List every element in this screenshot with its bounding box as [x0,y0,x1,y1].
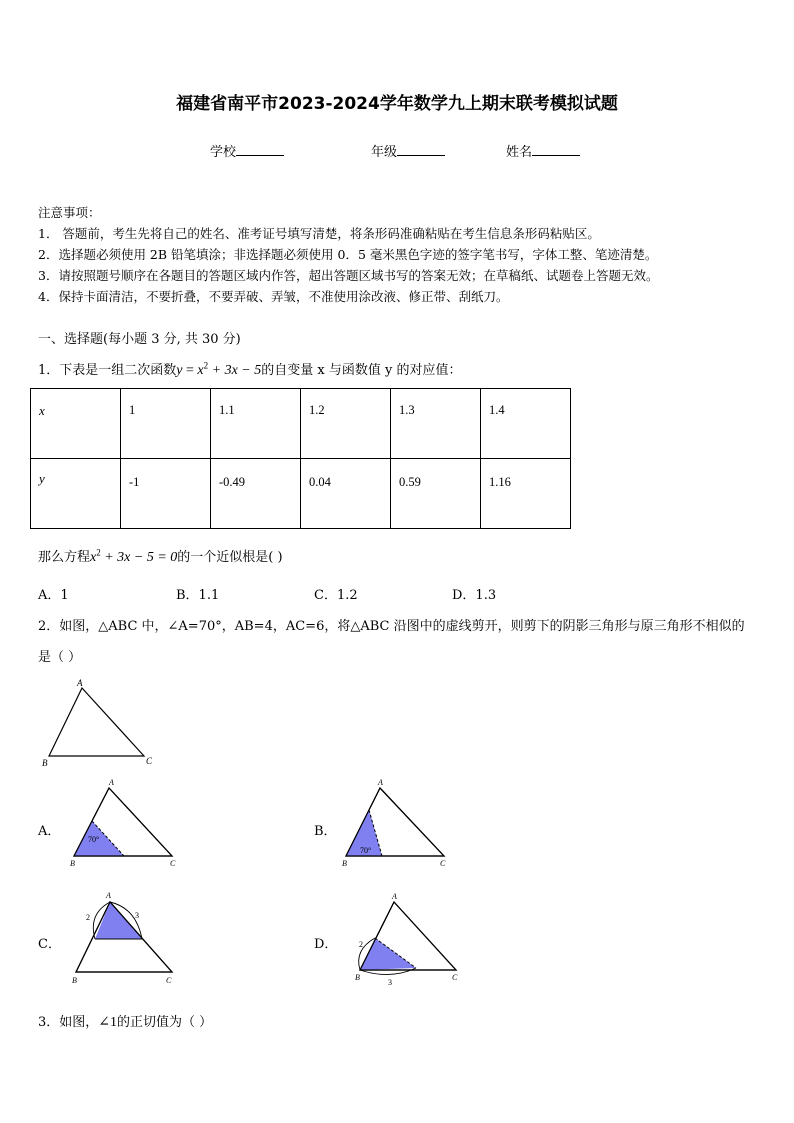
q1-followup [38,546,283,566]
grade-blank [397,143,445,156]
angle-label: 70° [360,846,372,855]
table-cell: 1.3 [391,389,481,459]
q1-func-exp: 2 [203,360,209,371]
q1-function [176,360,262,378]
q2-option-d[interactable]: D． [314,937,338,952]
q2-stem-line1: 2．如图，△ABC 中，∠A=70°，AB=4，AC=6，将△ABC 沿图中的虚线剪开，则剪下的阴影三角形与原三角形不相似的 [38,619,745,634]
note-item-3: 3．请按照题号顺序在各题目的答题区域内作答，超出答题区域书写的答案无效；在草稿纸、试题卷上答题无效。 [38,268,659,283]
table-cell: 0.59 [391,459,481,529]
label-b: B [72,976,77,985]
table-cell: 0.04 [301,459,391,529]
q1-eq-exp: 2 [96,547,101,558]
q1-option-b[interactable]: B．1.1 [176,588,220,603]
label-a: A [392,892,397,901]
page-title: 福建省南平市2023-2024学年数学九上期末联考模拟试题 [176,94,618,114]
q1-func-x: x [197,363,204,378]
q1-prefix: 1．下表是一组二次函数 [38,363,177,378]
table-cell: -1 [121,459,211,529]
label-b: B [70,859,75,868]
label-c: C [452,973,458,982]
table-cell: y [31,459,121,529]
school-blank [236,143,284,156]
length-two: 2 [86,913,90,922]
grade-field [371,141,445,160]
table-cell: 1.4 [481,389,571,459]
q2-option-a[interactable]: A． [38,824,61,839]
school-field [210,141,284,160]
label-a: A [109,778,114,787]
label-a: A [106,891,111,900]
label-c: C [166,976,172,985]
table-cell: 1.2 [301,389,391,459]
grade-label: 年级 [371,145,398,160]
q2-stem-line2: 是（ ） [38,650,82,665]
angle-label: 70° [88,835,100,844]
name-label: 姓名 [506,145,533,160]
name-blank [532,143,580,156]
label-c: C [170,859,176,868]
q3-angle: ∠1 [98,1015,118,1030]
q1-option-c[interactable]: C．1.2 [314,588,358,603]
label-b: B [355,973,360,982]
label-a: A [378,778,383,787]
triangle-abc [49,688,144,756]
section-heading: 一、选择题(每小题 3 分, 共 30 分) [38,332,241,347]
table-cell: 1.16 [481,459,571,529]
label-c: C [146,756,153,766]
q1-func-eq: = [182,363,198,378]
table-cell: 1 [121,389,211,459]
q1-stem [38,359,461,379]
q1-option-d[interactable]: D．1.3 [452,588,497,603]
q1-func-rest: + 3x − 5 [208,363,262,378]
q2-option-c[interactable]: C． [38,937,61,952]
q1-func-y: y [176,363,183,378]
note-item-2: 2．选择题必须使用 2B 铅笔填涂；非选择题必须使用 0．5 毫米黑色字迹的签字笔书写，字体工整、笔迹清楚。 [38,247,658,262]
q1-eq-rest: + 3x − 5 = 0 [100,550,178,565]
note-item-4: 4．保持卡面清洁，不要折叠，不要弄破、弄皱，不准使用涂改液、修正带、刮纸刀。 [38,289,509,304]
q2-figure-d [350,888,470,994]
note-item-1: 1． 答题前，考生先将自己的姓名、准考证号填写清楚，将条形码准确粘贴在考生信息条形码粘贴区。 [38,226,600,241]
q2-figure-b [338,776,458,872]
q1-suffix: 的自变量 x 与函数值 y 的对应值： [261,363,462,378]
table-cell: 1.1 [211,389,301,459]
name-field [506,141,580,160]
table-cell: -0.49 [211,459,301,529]
label-a: A [77,678,83,688]
q1-equation [90,547,178,565]
q1-option-a[interactable]: A．1 [38,588,69,603]
table-row [31,389,571,459]
q3-suffix: 的正切值为（ ） [117,1015,213,1030]
q2-original-triangle [38,674,168,770]
q3-prefix: 3．如图， [38,1015,99,1030]
length-two: 2 [359,940,363,949]
length-three: 3 [388,978,392,987]
school-label: 学校 [210,145,237,160]
label-c: C [440,859,446,868]
label-b: B [42,758,48,768]
q1-value-table [30,388,571,529]
q2-figure-a [66,776,186,872]
notes-heading: 注意事项： [38,205,101,220]
q2-option-b[interactable]: B． [314,824,337,839]
q1-eq-x: x [90,550,97,565]
table-row [31,459,571,529]
length-three: 3 [135,911,139,920]
table-cell: x [31,389,121,459]
q2-figure-c [66,886,186,990]
q1-followup-suffix: 的一个近似根是( ) [177,550,283,565]
q3-stem [38,1011,212,1031]
label-b: B [342,859,347,868]
q1-followup-prefix: 那么方程 [38,550,91,565]
